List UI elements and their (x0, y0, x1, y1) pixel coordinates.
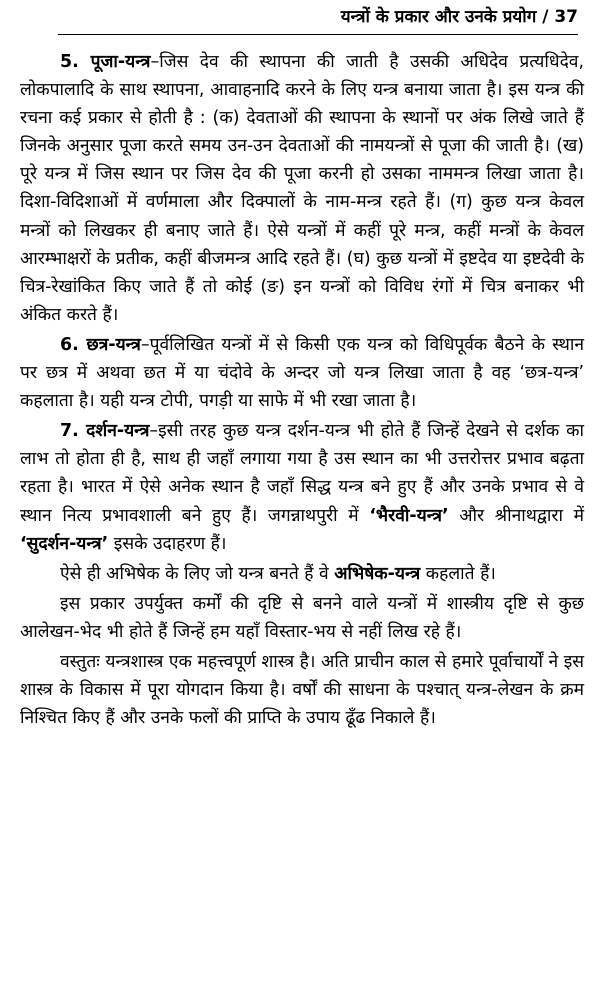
paragraph-text: कहलाते हैं। (420, 563, 496, 584)
bold-term: ‘सुदर्शन-यन्त्र’ (20, 533, 109, 554)
paragraph-abhishek-yantra (20, 560, 584, 588)
term-heading: 6. छत्र-यन्त्र (60, 334, 141, 355)
bold-term: ‘भैरवी-यन्त्र’ (369, 505, 449, 526)
paragraph-text: और श्रीनाथद्वारा में (448, 505, 584, 526)
paragraph-text: –इसी तरह कुछ यन्त्र दर्शन-यन्त्र भी होते हैं जिन्हें देखने से दर्शक का लाभ तो होता ही है, साथ ही जहाँ लगाया गया है उस स्थान का भी उत्तरोत्तर प्रभाव बढ़ता रहता है। भारत में ऐसे अनेक स्थान है जहाँ सिद्ध यन्त्र बने हुए हैं और उनके प्रभाव से वे स्थान नित्य प्रभावशाली बने हुए हैं। जगन्नाथपुरी में (20, 421, 584, 526)
running-header (200, 4, 578, 33)
header-rule (58, 34, 578, 35)
paragraph-text: इस प्रकार उपर्युक्त कर्मों की दृष्टि से बनने वाले यन्त्रों में शास्त्रीय दृष्टि से कुछ आलेखन-भेद भी होते हैं जिन्हें हम यहाँ विस्तार-भय से नहीं लिख रहे हैं। (20, 593, 584, 642)
paragraph-text: ऐसे ही अभिषेक के लिए जो यन्त्र बनते हैं वे (60, 563, 335, 584)
paragraph-text: –जिस देव की स्थापना की जाती है उसकी अधिदेव प्रत्यधिदेव, लोकपालादि के साथ स्थापना, आवाहनादि करने के लिए यन्त्र बनाया जाता है। इस यन्त्र की रचना कई प्रकार से होती है : (क) देवताओं की स्थापना के स्थानों पर अंक लिखे जाते हैं जिनके अनुसार पूजा करते समय उन-उन देवताओं की नामयन्त्रों से पूजा की जाती है। (ख) पूरे यन्त्र में जिस स्थान पर जिस देव की पूजा करनी हो उसका नाममन्त्र लिखा जाता है। दिशा-विदिशाओं में वर्णमाला और दिक्पालों के नाम-मन्त्र रहते हैं। (ग) कुछ यन्त्र केवल मन्त्रों को लिखकर ही बनाए जाते हैं। ऐसे यन्त्रों में कहीं पूरे मन्त्र, कहीं मन्त्रों के केवल आरम्भाक्षरों के प्रतीक, कहीं बीजमन्त्र आदि रहते हैं। (घ) कुछ यन्त्रों में इष्टदेव या इष्टदेवी के चित्र-रेखांकित किए जाते हैं तो कोई (ङ) इन यन्त्रों को विविध रंगों में चित्र बनाकर भी अंकित करते हैं। (20, 52, 585, 325)
paragraph-text: इसके उदाहरण हैं। (108, 533, 227, 554)
term-heading: 7. दर्शन-यन्त्र (60, 421, 150, 442)
paragraph-yantrashastra (20, 648, 584, 732)
paragraph-chhatra-yantra (20, 331, 584, 415)
body-text (20, 48, 584, 732)
page-number: 37 (554, 7, 578, 27)
paragraph-puja-yantra (20, 48, 584, 329)
paragraph-shastriya-drishti (20, 590, 584, 646)
bold-term: अभिषेक-यन्त्र (334, 563, 421, 584)
paragraph-darshan-yantra (20, 417, 584, 557)
chapter-title: यन्त्रों के प्रकार और उनके प्रयोग (340, 7, 537, 27)
term-heading: 5. पूजा-यन्त्र (60, 52, 151, 72)
paragraph-text: –पूर्वलिखित यन्त्रों में से किसी एक यन्त्र को विधिपूर्वक बैठने के स्थान पर छत्र में अथवा छत में या चंदोवे के अन्दर जो यन्त्र लिखा जाता है वह ‘छत्र-यन्त्र’ कहलाता है। यही यन्त्र टोपी, पगड़ी या साफे में भी रखा जाता है। (20, 334, 584, 412)
paragraph-text: वस्तुतः यन्त्रशास्त्र एक महत्त्वपूर्ण शास्त्र है। अति प्राचीन काल से हमारे पूर्वाचार्यों ने इस शास्त्र के विकास में पूरा योगदान किया है। वर्षों की साधना के पश्चात् यन्त्र-लेखन के क्रम निश्चित किए हैं और उनके फलों की प्राप्ति के उपाय ढूँढ निकाले हैं। (20, 651, 584, 729)
header-separator: / (536, 7, 555, 27)
